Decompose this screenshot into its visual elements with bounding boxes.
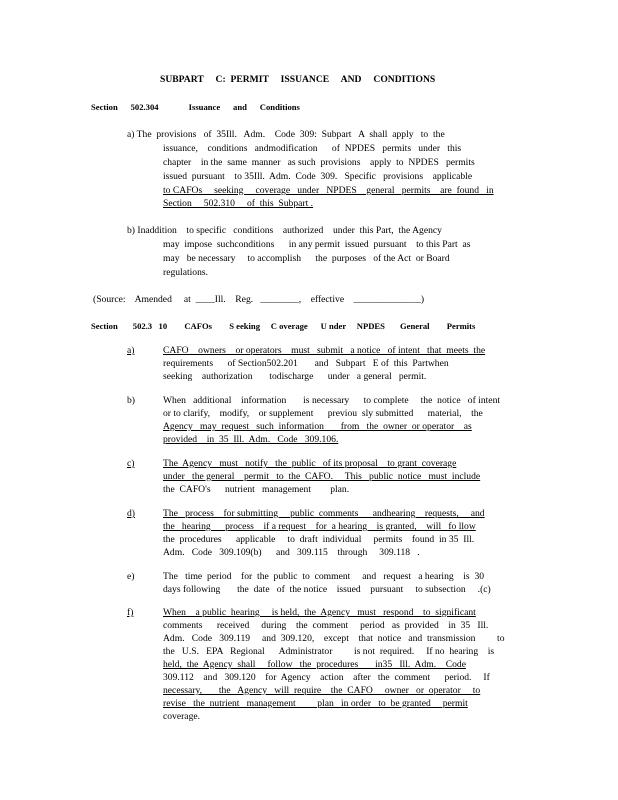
text-line: days following the date of the notice issued pursuant to subsection .(c) xyxy=(163,584,491,595)
subpart-heading: SUBPART C: PERMIT ISSUANCE AND CONDITIONS xyxy=(160,74,436,85)
text-line: regulations. xyxy=(163,267,209,278)
text-line: held, the Agency shall follow the procedures in35 Ill. Adm. Code xyxy=(163,659,466,670)
text-line: Adm. Code 309.109(b) and 309.115 through 309.118 . xyxy=(163,547,420,558)
text-line: When a public hearing is held, the Agency must respond to significant xyxy=(163,607,476,618)
text-line: coverage. xyxy=(163,711,201,722)
text-line: provided in 35 Ill. Adm. Code 309.106. xyxy=(163,434,339,445)
section-310-label: Section 502.3 10 CAFOs S eeking C overage U nder NPDES General Permits xyxy=(91,321,476,331)
text-line: The time period for the public to comment and request a hearing is 30 xyxy=(163,571,485,582)
section-304-label: Section 502.304 Issuance and Conditions xyxy=(91,102,300,112)
text-line: The Agency must notify the public of its proposal to grant coverage xyxy=(163,458,457,469)
text-line: the U.S. EPA Regional Administrator is not required. If no hearing is xyxy=(163,646,495,657)
item-letter: d) xyxy=(127,508,135,519)
text-line: b) Inaddition to specific conditions authorized under this Part, the Agency xyxy=(127,225,442,236)
text-line: the CAFO's nutrient management plan. xyxy=(163,484,350,495)
text-line: to CAFOs seeking coverage under NPDES general permits are found in xyxy=(163,185,494,196)
text-line: chapter in the same manner as such provisions apply to NPDES permits xyxy=(163,157,475,168)
text-line: or to clarify, modify, or supplement previou sly submitted material, the xyxy=(163,408,483,419)
item-letter: a) xyxy=(127,345,135,356)
text-line: may impose suchconditions in any permit issued pursuant to this Part as xyxy=(163,239,471,250)
text-line: the hearing process if a request for a hearing is granted, will fo llow xyxy=(163,521,476,532)
item-letter: f) xyxy=(127,607,134,618)
text-line: issued pursuant to 35Ill. Adm. Code 309. Specific provisions applicable xyxy=(163,171,473,182)
text-line: comments received during the comment period as provided in 35 Ill. xyxy=(163,620,489,631)
text-line: a) The provisions of 35Ill. Adm. Code 309: Subpart A shall apply to the xyxy=(127,129,445,140)
text-line: CAFO owners or operators must submit a notice of intent that meets the xyxy=(163,345,486,356)
text-line: revise the nutrient management plan in order to be granted permit xyxy=(163,698,468,709)
text-line: may be necessary to accomplish the purposes of the Act or Board xyxy=(163,253,450,264)
text-line: Section 502.310 of this Subpart . xyxy=(163,198,314,209)
item-letter: b) xyxy=(127,395,135,406)
text-line: Agency may request such information from the owner or operator as xyxy=(163,421,472,432)
item-letter: e) xyxy=(127,571,135,582)
text-line: requirements of Section502.201 and Subpart E of this Partwhen xyxy=(163,358,449,369)
text-line: 309.112 and 309.120 for Agency action after the comment period. If xyxy=(163,672,490,683)
text-line: When additional information is necessary to complete the notice of intent xyxy=(163,395,501,406)
text-line: seeking authorization todischarge under a general permit. xyxy=(163,371,427,382)
text-line: the procedures applicable to draft individual permits found in 35 Ill. xyxy=(163,534,475,545)
text-line: under the general permit to the CAFO. This public notice must include xyxy=(163,471,481,482)
item-letter: c) xyxy=(127,458,135,469)
text-line: necessary, the Agency will require the CAFO owner or operator to xyxy=(163,685,481,696)
text-line: The process for submitting public comments andhearing requests, and xyxy=(163,508,485,519)
text-line: issuance, conditions andmodification of NPDES permits under this xyxy=(163,143,462,154)
text-line: Adm. Code 309.119 and 309.120, except that notice and transmission to xyxy=(163,633,505,644)
source-note: (Source: Amended at ____Ill. Reg. ________, effective ______________) xyxy=(93,294,425,305)
